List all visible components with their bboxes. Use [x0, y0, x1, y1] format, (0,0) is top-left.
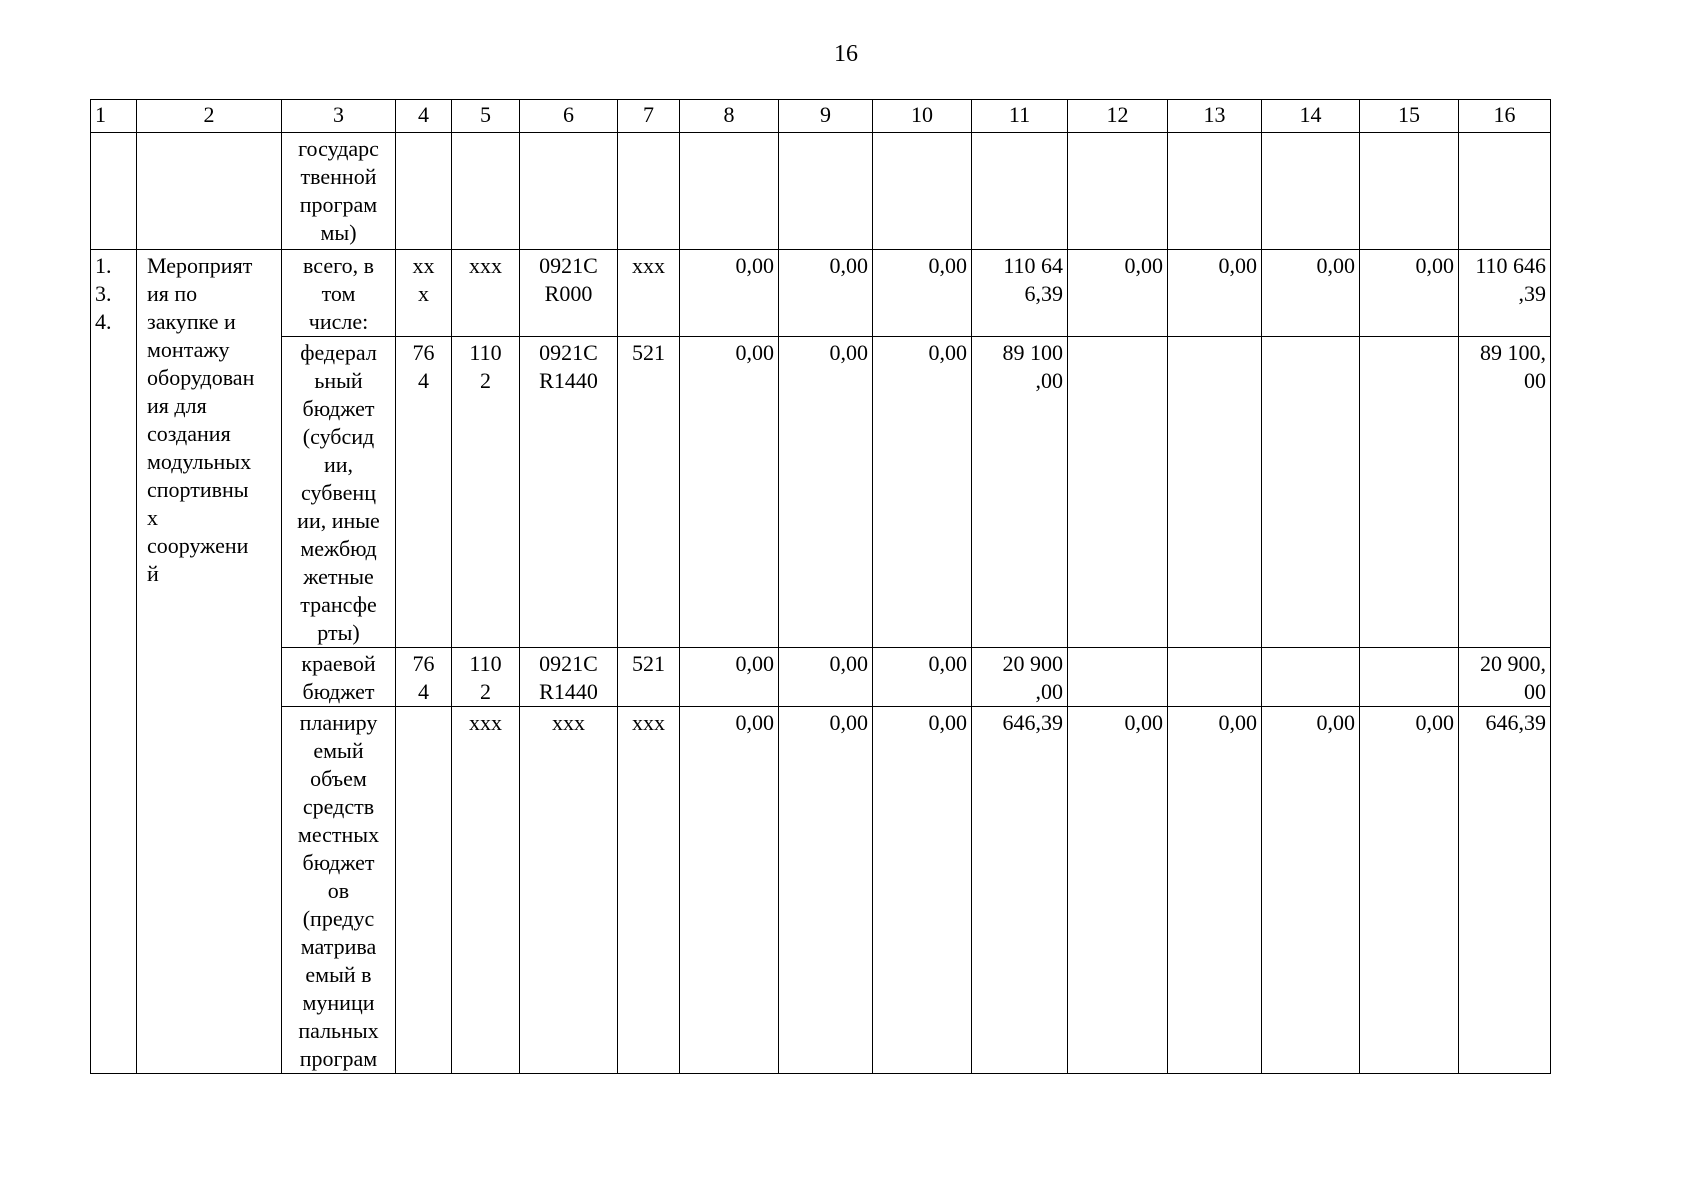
column-header-3: 3: [282, 100, 396, 133]
column-header-1: 1: [91, 100, 137, 133]
col-13-cell: [1168, 648, 1262, 707]
table-cell: [520, 133, 618, 250]
col-10-cell: 0,00: [873, 707, 972, 1074]
col-6-cell: 0921С R1440: [520, 337, 618, 648]
col-16-cell: 110 646 ,39: [1459, 250, 1551, 337]
budget-table: [90, 99, 1551, 1074]
table-cell: [680, 133, 779, 250]
col-10-cell: 0,00: [873, 337, 972, 648]
col-13-cell: 0,00: [1168, 250, 1262, 337]
col-10-cell: 0,00: [873, 250, 972, 337]
col-16-cell: 20 900, 00: [1459, 648, 1551, 707]
table-cell: [1360, 133, 1459, 250]
header-row: [91, 100, 1551, 133]
funding-source: федерал ьный бюджет (субсид ии, субвенц ии, иные межбюд жетные трансфе рты): [282, 337, 396, 648]
col-13-cell: 0,00: [1168, 707, 1262, 1074]
table-cell: [1168, 133, 1262, 250]
col-15-cell: 0,00: [1360, 250, 1459, 337]
col-11-cell: 110 64 6,39: [972, 250, 1068, 337]
column-header-4: 4: [396, 100, 452, 133]
table-row-regional: [91, 648, 1551, 707]
table-cell: [1068, 133, 1168, 250]
col-5-cell: ххх: [452, 707, 520, 1074]
funding-source: краевой бюджет: [282, 648, 396, 707]
col-8-cell: 0,00: [680, 337, 779, 648]
table-cell: [1262, 133, 1360, 250]
col-12-cell: [1068, 648, 1168, 707]
col-7-cell: 521: [618, 648, 680, 707]
table-cell: [618, 133, 680, 250]
col-4-cell: 76 4: [396, 648, 452, 707]
column-header-7: 7: [618, 100, 680, 133]
funding-source: планиру емый объем средств местных бюджет ов (предус матрива емый в муници пальных програм: [282, 707, 396, 1074]
col-12-cell: [1068, 337, 1168, 648]
col-6-cell: 0921С R1440: [520, 648, 618, 707]
funding-source-continuation: государс твенной програм мы): [282, 133, 396, 250]
col-15-cell: [1360, 337, 1459, 648]
col-4-cell: [396, 707, 452, 1074]
continuation-row: [91, 133, 1551, 250]
col-7-cell: ххх: [618, 250, 680, 337]
col-14-cell: [1262, 648, 1360, 707]
table-cell: [396, 133, 452, 250]
col-5-cell: 110 2: [452, 648, 520, 707]
column-header-9: 9: [779, 100, 873, 133]
column-header-14: 14: [1262, 100, 1360, 133]
col-11-cell: 646,39: [972, 707, 1068, 1074]
table-row-total: [91, 250, 1551, 337]
column-header-6: 6: [520, 100, 618, 133]
col-11-cell: 20 900 ,00: [972, 648, 1068, 707]
table-cell: [972, 133, 1068, 250]
table-row-federal: [91, 337, 1551, 648]
col-14-cell: 0,00: [1262, 707, 1360, 1074]
column-header-2: 2: [137, 100, 282, 133]
col-8-cell: 0,00: [680, 250, 779, 337]
measure-number: 1. 3. 4.: [91, 250, 137, 1074]
page-number: 16: [834, 41, 858, 67]
col-5-cell: ххх: [452, 250, 520, 337]
col-9-cell: 0,00: [779, 707, 873, 1074]
table-cell: [452, 133, 520, 250]
col-9-cell: 0,00: [779, 648, 873, 707]
col-8-cell: 0,00: [680, 648, 779, 707]
col-9-cell: 0,00: [779, 250, 873, 337]
col-16-cell: 89 100, 00: [1459, 337, 1551, 648]
col-15-cell: 0,00: [1360, 707, 1459, 1074]
column-header-10: 10: [873, 100, 972, 133]
column-header-16: 16: [1459, 100, 1551, 133]
col-12-cell: 0,00: [1068, 250, 1168, 337]
funding-source: всего, в том числе:: [282, 250, 396, 337]
table-row-local: [91, 707, 1551, 1074]
col-6-cell: 0921С R000: [520, 250, 618, 337]
col-11-cell: 89 100 ,00: [972, 337, 1068, 648]
column-header-11: 11: [972, 100, 1068, 133]
table-cell: [137, 133, 282, 250]
col-14-cell: 0,00: [1262, 250, 1360, 337]
col-4-cell: 76 4: [396, 337, 452, 648]
col-12-cell: 0,00: [1068, 707, 1168, 1074]
column-header-13: 13: [1168, 100, 1262, 133]
col-16-cell: 646,39: [1459, 707, 1551, 1074]
measure-name: Мероприят ия по закупке и монтажу оборудован ия для создания модульных спортивны х сооружени й: [137, 250, 282, 1074]
col-15-cell: [1360, 648, 1459, 707]
column-header-8: 8: [680, 100, 779, 133]
col-8-cell: 0,00: [680, 707, 779, 1074]
col-7-cell: 521: [618, 337, 680, 648]
col-13-cell: [1168, 337, 1262, 648]
col-9-cell: 0,00: [779, 337, 873, 648]
col-4-cell: хх х: [396, 250, 452, 337]
column-header-15: 15: [1360, 100, 1459, 133]
table-cell: [779, 133, 873, 250]
column-header-12: 12: [1068, 100, 1168, 133]
col-14-cell: [1262, 337, 1360, 648]
table-cell: [1459, 133, 1551, 250]
table-cell: [91, 133, 137, 250]
col-7-cell: ххх: [618, 707, 680, 1074]
column-header-5: 5: [452, 100, 520, 133]
col-5-cell: 110 2: [452, 337, 520, 648]
col-6-cell: ххх: [520, 707, 618, 1074]
table-cell: [873, 133, 972, 250]
col-10-cell: 0,00: [873, 648, 972, 707]
